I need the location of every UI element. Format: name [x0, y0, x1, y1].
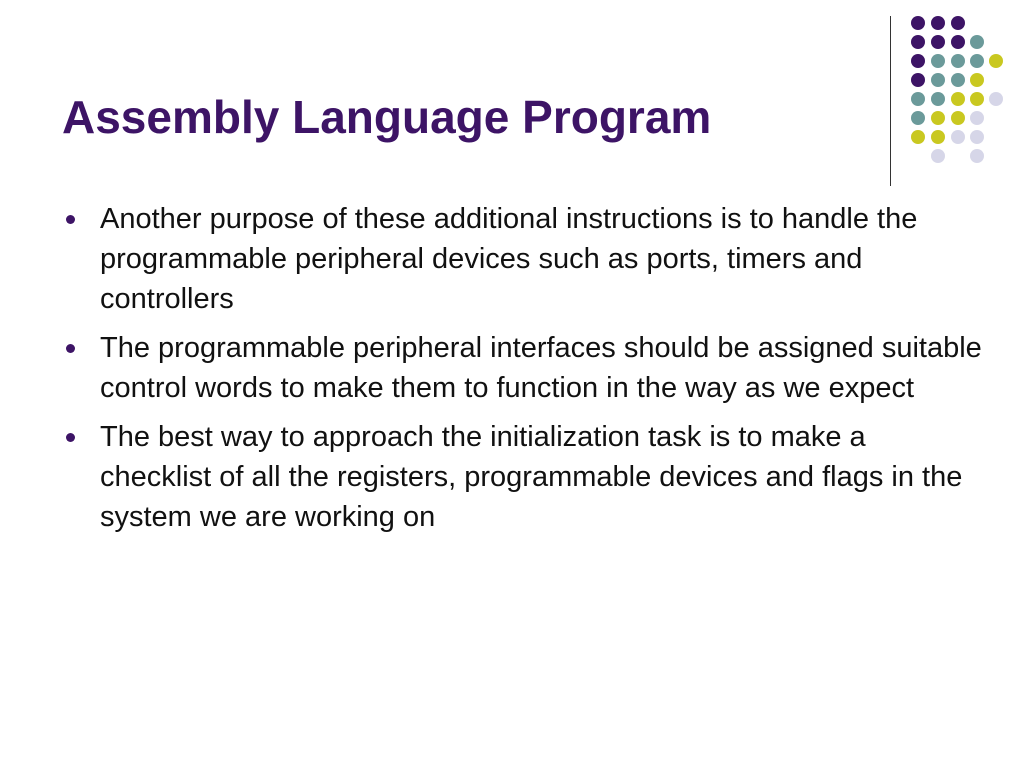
- bullet-text: Another purpose of these additional instructions is to handle the programmable peripheral devices such as ports, timers and controllers: [100, 203, 918, 315]
- decorative-dot: [931, 73, 945, 87]
- decorative-dot: [931, 130, 945, 144]
- bullet-item: [62, 328, 982, 408]
- decorative-dot: [911, 111, 925, 125]
- bullet-dot-icon: [66, 344, 75, 353]
- decorative-dot: [970, 149, 984, 163]
- decorative-dot: [951, 92, 965, 106]
- decorative-dot: [970, 111, 984, 125]
- decorative-dot: [911, 130, 925, 144]
- decorative-dot: [931, 92, 945, 106]
- decorative-dot: [989, 54, 1003, 68]
- decorative-dot: [931, 35, 945, 49]
- decorative-dot: [911, 35, 925, 49]
- bullet-dot-icon: [66, 433, 75, 442]
- decorative-dot: [911, 73, 925, 87]
- decorative-dot: [951, 35, 965, 49]
- decorative-dot: [911, 92, 925, 106]
- bullet-dot-icon: [66, 215, 75, 224]
- bullet-list: [62, 199, 982, 546]
- decorative-dot: [951, 130, 965, 144]
- decorative-dot: [951, 73, 965, 87]
- bullet-text: The programmable peripheral interfaces should be assigned suitable control words to make them to function in the way as we expect: [100, 332, 982, 404]
- decorative-dot: [951, 54, 965, 68]
- slide-title: Assembly Language Program: [62, 91, 712, 143]
- decorative-dot: [911, 16, 925, 30]
- decorative-dot: [951, 16, 965, 30]
- decorative-dot: [911, 54, 925, 68]
- bullet-text: The best way to approach the initialization task is to make a checklist of all the registers, programmable devices and flags in the system we are working on: [100, 421, 963, 533]
- decorative-dot: [931, 111, 945, 125]
- bullet-item: [62, 417, 982, 537]
- decorative-dot: [970, 73, 984, 87]
- decorative-dot: [931, 54, 945, 68]
- bullet-item: [62, 199, 982, 319]
- decorative-dot: [970, 92, 984, 106]
- decorative-dot: [970, 130, 984, 144]
- decorative-dot: [951, 111, 965, 125]
- decorative-dot: [931, 16, 945, 30]
- decorative-dot: [989, 92, 1003, 106]
- decorative-dot: [931, 149, 945, 163]
- decorative-dot: [970, 35, 984, 49]
- decorative-dot: [970, 54, 984, 68]
